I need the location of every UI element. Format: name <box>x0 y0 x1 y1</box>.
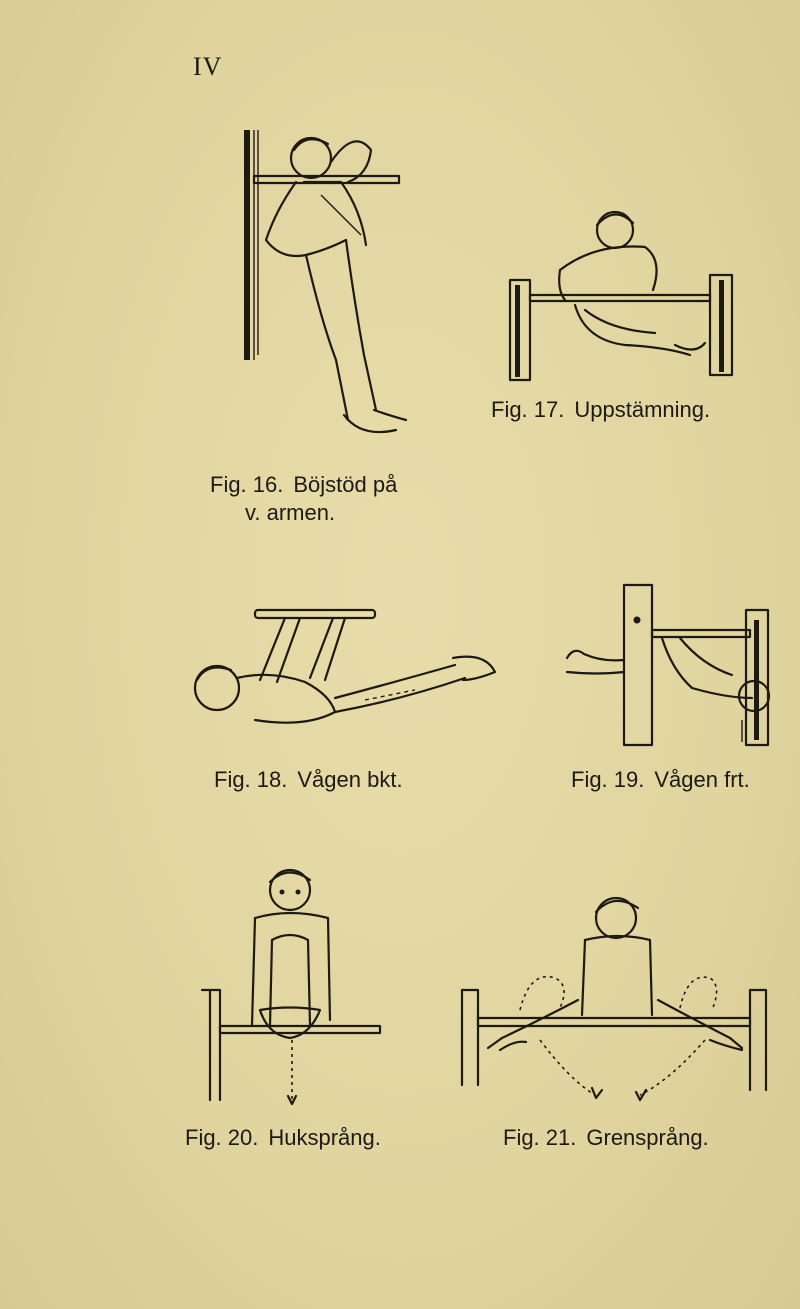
fig16-label: Fig. 16. <box>210 472 284 497</box>
fig17-label: Fig. 17. <box>491 397 565 422</box>
fig19-caption <box>571 766 750 794</box>
fig20-label: Fig. 20. <box>185 1125 259 1150</box>
fig21-caption <box>503 1124 709 1152</box>
fig19-illustration <box>562 580 782 750</box>
fig18-label: Fig. 18. <box>214 767 288 792</box>
fig16-caption-line2: v. armen. <box>245 500 336 525</box>
fig16-title-line1: Böjstöd på <box>293 472 398 497</box>
fig21-title: Grensprång. <box>586 1125 709 1150</box>
fig17-title: Uppstämning. <box>574 397 711 422</box>
fig16-illustration <box>236 120 426 445</box>
fig18-title: Vågen bkt. <box>297 767 403 792</box>
fig21-illustration <box>460 890 775 1115</box>
fig20-illustration <box>200 860 385 1110</box>
fig18-caption <box>214 766 403 794</box>
fig16-caption <box>210 471 397 499</box>
fig18-illustration <box>185 600 505 745</box>
fig17-caption <box>491 396 710 424</box>
fig17-illustration <box>505 205 745 385</box>
page-number: IV <box>193 52 223 81</box>
fig19-label: Fig. 19. <box>571 767 645 792</box>
fig21-label: Fig. 21. <box>503 1125 577 1150</box>
fig20-caption <box>185 1124 381 1152</box>
fig20-title: Huksprång. <box>268 1125 381 1150</box>
fig19-title: Vågen frt. <box>654 767 750 792</box>
